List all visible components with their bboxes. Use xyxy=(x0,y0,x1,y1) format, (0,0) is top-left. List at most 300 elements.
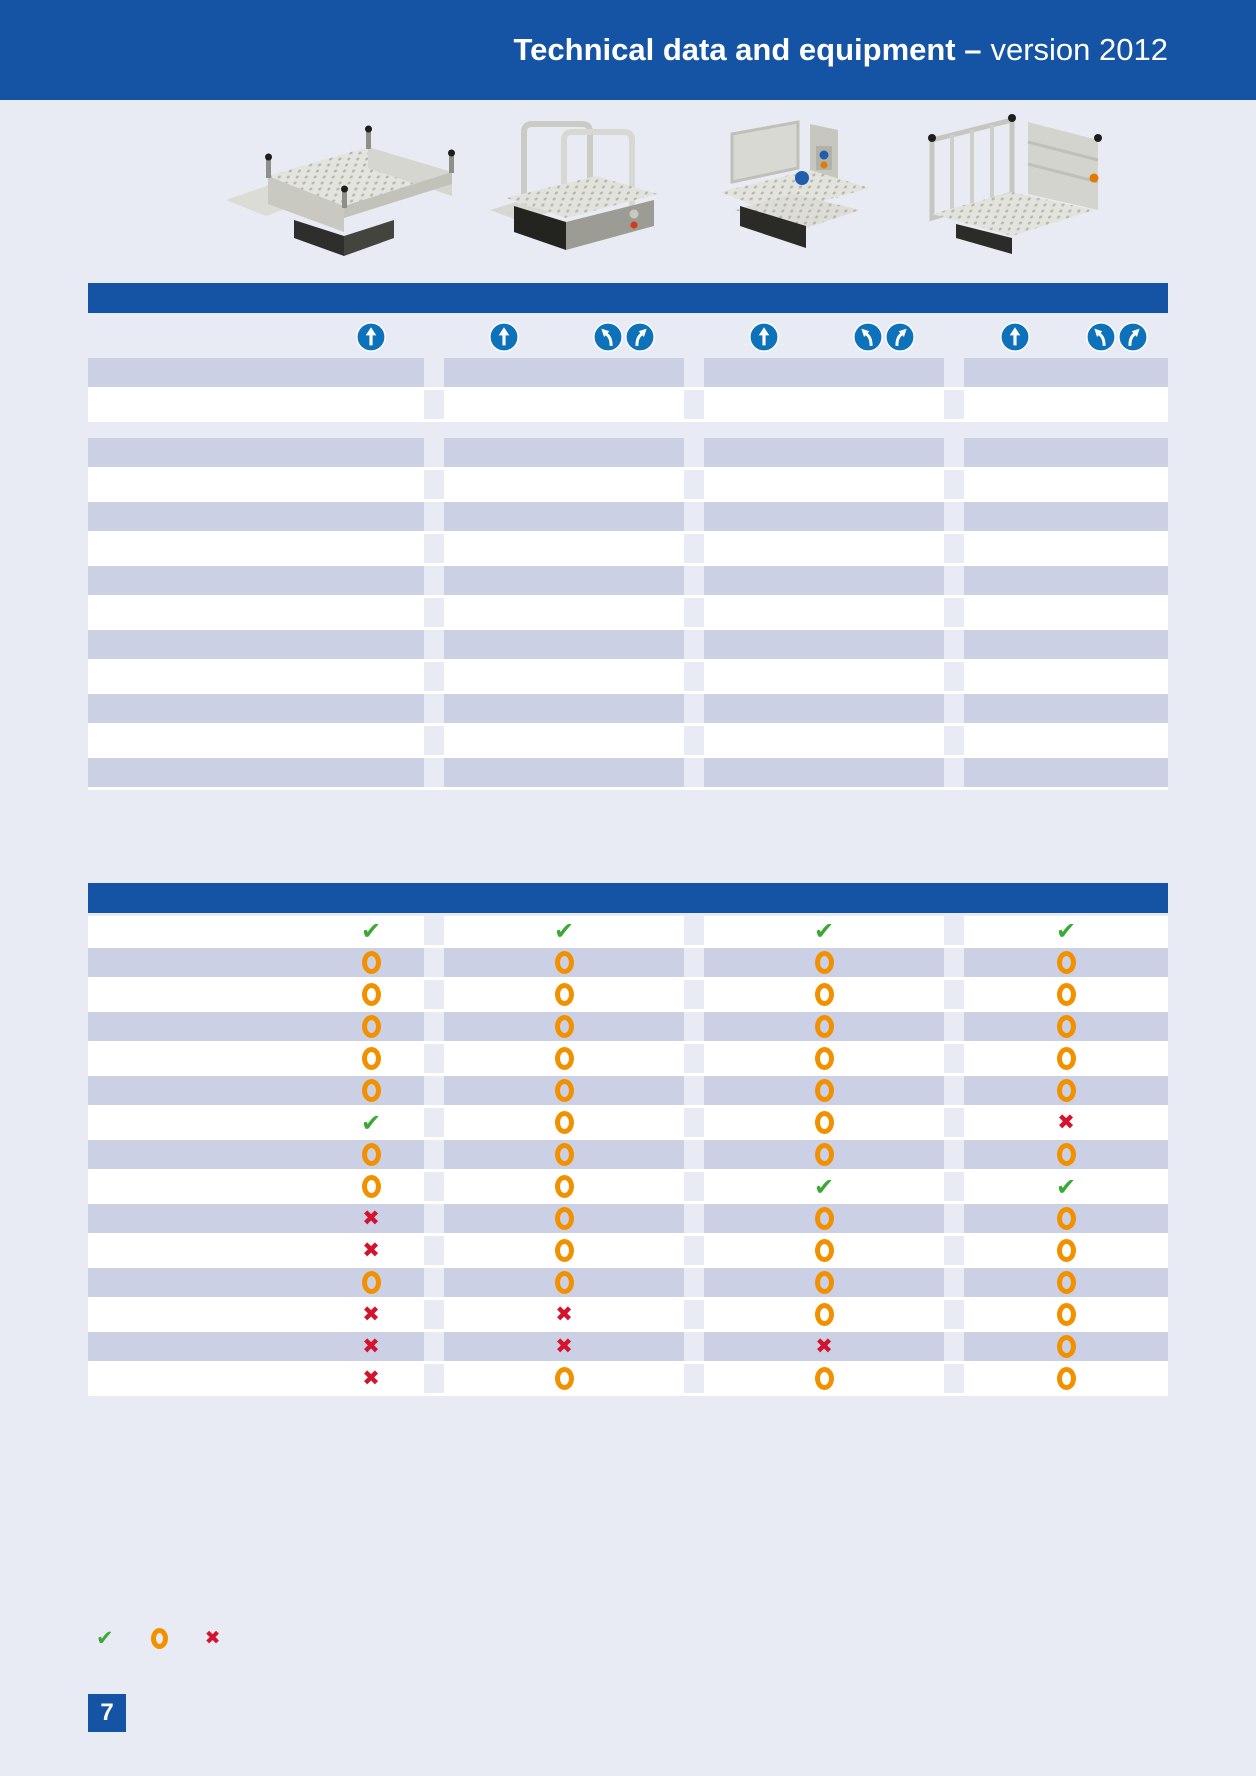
value-cell xyxy=(704,358,824,387)
cannot-be-delivered-icon: ✖ xyxy=(815,1334,833,1358)
value-cell xyxy=(318,694,424,723)
optional-icon xyxy=(555,1143,574,1166)
equipment-mark-cell xyxy=(444,1300,684,1329)
equipment-row xyxy=(88,1268,1168,1300)
value-cell xyxy=(564,534,684,563)
optional-icon xyxy=(555,951,574,974)
gutter xyxy=(424,470,444,499)
value-cell xyxy=(318,502,424,531)
passage-icon-cell xyxy=(824,316,944,358)
value-cell xyxy=(564,598,684,627)
equipment-mark-cell xyxy=(444,1076,684,1105)
equipment-mark-cell xyxy=(704,1140,944,1169)
passage-icon-cell xyxy=(444,316,564,358)
gutter xyxy=(424,758,444,787)
equipment-label xyxy=(88,1300,318,1329)
value-cell xyxy=(318,758,424,787)
passage-straight-icon xyxy=(749,322,779,352)
value-cell xyxy=(704,438,824,467)
equipment-table xyxy=(88,883,1168,1396)
row-label xyxy=(88,726,318,755)
model-name xyxy=(704,283,944,313)
value-cell xyxy=(824,694,944,723)
value-cell xyxy=(704,502,824,531)
passage-icon-cell xyxy=(964,316,1066,358)
row-label xyxy=(88,630,318,659)
spec-row xyxy=(88,726,1168,758)
cannot-be-delivered-icon: ✖ xyxy=(555,1302,573,1326)
equipment-row xyxy=(88,1140,1168,1172)
value-cell xyxy=(444,630,564,659)
product-photo-hblmini xyxy=(216,120,466,260)
passage-over-corner-icons xyxy=(1086,322,1148,352)
gutter xyxy=(424,1204,444,1233)
optional-icon xyxy=(362,1143,381,1166)
gutter xyxy=(684,470,704,499)
optional-icon xyxy=(362,1175,381,1198)
gutter xyxy=(424,438,444,467)
value-cell xyxy=(964,694,1066,723)
equipment-label xyxy=(88,1332,318,1361)
gutter xyxy=(684,630,704,659)
equipment-mark-cell xyxy=(704,980,944,1009)
gutter xyxy=(944,283,964,313)
passage-curve-right-icon xyxy=(625,322,655,352)
gutter xyxy=(684,694,704,723)
row-label xyxy=(88,566,318,595)
equipment-mark-cell xyxy=(318,916,424,945)
equipment-mark-cell xyxy=(704,1204,944,1233)
value-cell xyxy=(564,502,684,531)
technical-data-table xyxy=(88,283,1168,799)
equipment-row xyxy=(88,1300,1168,1332)
passage-straight-icon xyxy=(1000,322,1030,352)
model-name xyxy=(318,883,424,913)
cannot-be-delivered-icon: ✖ xyxy=(362,1302,380,1326)
spec-row xyxy=(88,694,1168,726)
page-number: 7 xyxy=(88,1694,126,1732)
spec-row xyxy=(88,470,1168,502)
equipment-mark-cell xyxy=(444,948,684,977)
gutter xyxy=(424,916,444,945)
gutter xyxy=(424,1236,444,1265)
model-name xyxy=(964,883,1168,913)
value-cell xyxy=(964,630,1066,659)
page-header-banner xyxy=(0,0,1256,100)
value-cell xyxy=(824,758,944,787)
gutter xyxy=(944,694,964,723)
optional-icon xyxy=(362,1079,381,1102)
equipment-label xyxy=(88,1044,318,1073)
gutter xyxy=(424,883,444,913)
equipment-mark-cell xyxy=(704,1044,944,1073)
value-cell xyxy=(1066,390,1168,419)
equipment-row xyxy=(88,1204,1168,1236)
value-cell xyxy=(824,534,944,563)
page-title-version: version 2012 xyxy=(990,32,1168,67)
equipment-mark-cell xyxy=(964,1364,1168,1393)
gutter xyxy=(684,1076,704,1105)
gutter xyxy=(944,534,964,563)
spec-row xyxy=(88,438,1168,470)
optional-icon xyxy=(815,1207,834,1230)
equipment-mark-cell xyxy=(704,1172,944,1201)
equipment-label xyxy=(88,1268,318,1297)
gutter xyxy=(424,502,444,531)
row-label xyxy=(88,598,318,627)
model-name xyxy=(704,883,944,913)
gutter xyxy=(424,1012,444,1041)
value-cell xyxy=(318,726,424,755)
gutter xyxy=(944,1268,964,1297)
optional-icon xyxy=(362,951,381,974)
equipment-mark-cell xyxy=(318,1236,424,1265)
value-cell xyxy=(564,566,684,595)
gutter xyxy=(684,283,704,313)
optional-icon xyxy=(1057,1335,1076,1358)
value-cell xyxy=(824,502,944,531)
gutter xyxy=(684,1140,704,1169)
value-cell xyxy=(318,598,424,627)
value-cell xyxy=(1066,694,1168,723)
gutter xyxy=(944,662,964,691)
product-photo-hbl300 xyxy=(486,106,676,256)
gutter xyxy=(424,358,444,387)
passage-over-corner-icons xyxy=(853,322,915,352)
gutter xyxy=(424,948,444,977)
gutter xyxy=(424,1076,444,1105)
equipment-mark-cell xyxy=(318,1108,424,1137)
equipment-mark-cell xyxy=(444,1332,684,1361)
equipment-mark-cell xyxy=(318,1140,424,1169)
spec-row xyxy=(88,502,1168,534)
spec-row xyxy=(88,566,1168,598)
value-cell xyxy=(318,470,424,499)
value-cell xyxy=(1066,758,1168,787)
passage-curve-left-icon xyxy=(1086,322,1116,352)
value-cell xyxy=(318,662,424,691)
gutter xyxy=(684,1108,704,1137)
gutter xyxy=(944,630,964,659)
cannot-be-delivered-icon: ✖ xyxy=(204,1627,221,1649)
equipment-mark-cell xyxy=(704,1364,944,1393)
row-label xyxy=(88,758,318,787)
equipment-mark-cell xyxy=(318,1364,424,1393)
optional-icon xyxy=(815,1143,834,1166)
value-cell xyxy=(318,534,424,563)
equipment-mark-cell xyxy=(444,980,684,1009)
section-heading xyxy=(88,422,1168,438)
gutter xyxy=(424,566,444,595)
model-name xyxy=(318,283,424,313)
model-name xyxy=(444,883,684,913)
serial-check-icon: ✔ xyxy=(814,1172,834,1201)
optional-icon xyxy=(1057,1015,1076,1038)
equipment-label xyxy=(88,1076,318,1105)
value-cell xyxy=(564,470,684,499)
equipment-mark-cell xyxy=(444,1172,684,1201)
spec-footnote xyxy=(88,790,1168,799)
gutter xyxy=(424,630,444,659)
optional-icon xyxy=(362,983,381,1006)
page-title: Technical data and equipment – xyxy=(513,32,982,67)
value-cell xyxy=(824,358,944,387)
cannot-be-delivered-icon: ✖ xyxy=(362,1206,380,1230)
header-label xyxy=(88,883,318,913)
equipment-mark-cell xyxy=(444,916,684,945)
gutter xyxy=(424,694,444,723)
serial-check-icon: ✔ xyxy=(1056,1172,1076,1201)
value-cell xyxy=(1066,662,1168,691)
gutter xyxy=(424,1140,444,1169)
optional-icon xyxy=(815,1367,834,1390)
equipment-mark-cell xyxy=(964,1236,1168,1265)
optional-icon xyxy=(555,1111,574,1134)
optional-icon xyxy=(362,1271,381,1294)
gutter xyxy=(944,916,964,945)
value-cell xyxy=(964,566,1066,595)
equipment-mark-cell xyxy=(318,1044,424,1073)
gutter xyxy=(684,598,704,627)
model-name xyxy=(964,283,1168,313)
gutter xyxy=(684,438,704,467)
equipment-mark-cell xyxy=(964,1012,1168,1041)
equipment-mark-cell xyxy=(444,1108,684,1137)
equipment-row xyxy=(88,1044,1168,1076)
gutter xyxy=(944,758,964,787)
equipment-mark-cell xyxy=(444,1204,684,1233)
gutter xyxy=(424,662,444,691)
serial-check-icon: ✔ xyxy=(96,1626,114,1650)
equipment-mark-cell xyxy=(964,1332,1168,1361)
equipment-mark-cell xyxy=(444,1236,684,1265)
spec-row xyxy=(88,630,1168,662)
value-cell xyxy=(964,502,1066,531)
value-cell xyxy=(444,566,564,595)
value-cell xyxy=(704,534,824,563)
serial-check-icon: ✔ xyxy=(814,916,834,945)
equipment-mark-cell xyxy=(964,1300,1168,1329)
passage-icon-cell xyxy=(704,316,824,358)
cannot-be-delivered-icon: ✖ xyxy=(1057,1110,1075,1134)
gutter xyxy=(944,598,964,627)
optional-icon xyxy=(555,1015,574,1038)
gutter xyxy=(944,1300,964,1329)
gutter xyxy=(424,726,444,755)
value-cell xyxy=(564,694,684,723)
gutter xyxy=(684,1332,704,1361)
passage-icon-cell xyxy=(1066,316,1168,358)
equipment-row xyxy=(88,1108,1168,1140)
optional-icon xyxy=(362,1015,381,1038)
equipment-mark-cell xyxy=(318,1012,424,1041)
passage-icon-cell xyxy=(318,316,424,358)
equipment-label xyxy=(88,1204,318,1233)
optional-icon xyxy=(555,1207,574,1230)
value-cell xyxy=(824,390,944,419)
gutter xyxy=(684,1044,704,1073)
optional-icon xyxy=(1057,1079,1076,1102)
optional-icon xyxy=(1057,1143,1076,1166)
legend xyxy=(96,1628,1196,1649)
gutter xyxy=(944,1236,964,1265)
optional-icon xyxy=(1057,1303,1076,1326)
gutter xyxy=(684,758,704,787)
gutter xyxy=(684,948,704,977)
equipment-row xyxy=(88,1076,1168,1108)
equipment-mark-cell xyxy=(704,1012,944,1041)
equipment-mark-cell xyxy=(444,1012,684,1041)
gutter xyxy=(944,1108,964,1137)
value-cell xyxy=(1066,358,1168,387)
optional-icon xyxy=(815,983,834,1006)
optional-icon xyxy=(555,1079,574,1102)
value-cell xyxy=(964,662,1066,691)
passage-curve-right-icon xyxy=(885,322,915,352)
optional-icon xyxy=(1057,1367,1076,1390)
value-cell xyxy=(704,566,824,595)
gutter xyxy=(424,1300,444,1329)
gutter xyxy=(424,316,444,358)
gutter xyxy=(944,1044,964,1073)
gutter xyxy=(424,1172,444,1201)
value-cell xyxy=(444,470,564,499)
value-cell xyxy=(564,630,684,659)
optional-icon xyxy=(815,1271,834,1294)
value-cell xyxy=(444,726,564,755)
gutter xyxy=(944,1172,964,1201)
optional-icon xyxy=(151,1628,168,1649)
value-cell xyxy=(1066,630,1168,659)
value-cell xyxy=(964,390,1066,419)
row-label xyxy=(88,470,318,499)
spec-row xyxy=(88,662,1168,694)
cannot-be-delivered-icon: ✖ xyxy=(362,1238,380,1262)
equipment-label xyxy=(88,916,318,945)
optional-icon xyxy=(815,1111,834,1134)
legend-item xyxy=(151,1628,177,1649)
gutter xyxy=(944,883,964,913)
gutter xyxy=(944,358,964,387)
value-cell xyxy=(318,390,424,419)
design-row xyxy=(88,390,1168,422)
equipment-mark-cell xyxy=(318,1076,424,1105)
equipment-mark-cell xyxy=(444,1364,684,1393)
serial-check-icon: ✔ xyxy=(1056,916,1076,945)
row-label xyxy=(88,438,318,467)
value-cell xyxy=(444,390,564,419)
gutter xyxy=(684,390,704,419)
value-cell xyxy=(564,358,684,387)
equipment-mark-cell xyxy=(704,948,944,977)
gutter xyxy=(424,980,444,1009)
equipment-mark-cell xyxy=(444,1268,684,1297)
gutter xyxy=(424,1108,444,1137)
equipment-mark-cell xyxy=(704,1300,944,1329)
gutter xyxy=(684,916,704,945)
equipment-label xyxy=(88,948,318,977)
value-cell xyxy=(964,726,1066,755)
passage-row xyxy=(88,316,1168,358)
value-cell xyxy=(564,758,684,787)
gutter xyxy=(424,598,444,627)
equipment-mark-cell xyxy=(318,1204,424,1233)
value-cell xyxy=(564,726,684,755)
gutter xyxy=(684,1300,704,1329)
product-photos xyxy=(88,104,1168,276)
optional-icon xyxy=(815,1239,834,1262)
value-cell xyxy=(824,662,944,691)
optional-icon xyxy=(555,1047,574,1070)
equipment-mark-cell xyxy=(318,980,424,1009)
optional-icon xyxy=(555,1367,574,1390)
optional-icon xyxy=(815,1015,834,1038)
equipment-row xyxy=(88,916,1168,948)
gutter xyxy=(944,1204,964,1233)
optional-icon xyxy=(815,1303,834,1326)
spec-row xyxy=(88,534,1168,566)
gutter xyxy=(944,566,964,595)
value-cell xyxy=(964,598,1066,627)
gutter xyxy=(684,1236,704,1265)
gutter xyxy=(684,566,704,595)
value-cell xyxy=(564,662,684,691)
equipment-label xyxy=(88,1140,318,1169)
value-cell xyxy=(824,630,944,659)
equipment-mark-cell xyxy=(444,1044,684,1073)
serial-check-icon: ✔ xyxy=(554,916,574,945)
equipment-mark-cell xyxy=(704,1332,944,1361)
value-cell xyxy=(1066,438,1168,467)
gutter xyxy=(944,1332,964,1361)
optional-icon xyxy=(555,1271,574,1294)
equipment-mark-cell xyxy=(964,980,1168,1009)
row-label xyxy=(88,502,318,531)
optional-icon xyxy=(1057,1239,1076,1262)
optional-icon xyxy=(555,1239,574,1262)
value-cell xyxy=(704,630,824,659)
optional-icon xyxy=(1057,1271,1076,1294)
gutter xyxy=(944,470,964,499)
value-cell xyxy=(704,758,824,787)
value-cell xyxy=(964,470,1066,499)
equipment-mark-cell xyxy=(704,1236,944,1265)
gutter xyxy=(944,316,964,358)
row-label xyxy=(88,694,318,723)
spec-row xyxy=(88,598,1168,630)
value-cell xyxy=(824,438,944,467)
value-cell xyxy=(964,438,1066,467)
spec-row xyxy=(88,758,1168,790)
value-cell xyxy=(444,662,564,691)
gutter xyxy=(684,502,704,531)
equipment-mark-cell xyxy=(704,1268,944,1297)
equipment-label xyxy=(88,1108,318,1137)
value-cell xyxy=(564,390,684,419)
value-cell xyxy=(824,598,944,627)
gutter xyxy=(684,662,704,691)
gutter xyxy=(684,1204,704,1233)
equipment-mark-cell xyxy=(964,1076,1168,1105)
type-row xyxy=(88,358,1168,390)
gutter xyxy=(684,1172,704,1201)
table-header-bar xyxy=(88,283,1168,313)
value-cell xyxy=(964,758,1066,787)
value-cell xyxy=(318,358,424,387)
equipment-label xyxy=(88,980,318,1009)
value-cell xyxy=(824,470,944,499)
gutter xyxy=(944,390,964,419)
